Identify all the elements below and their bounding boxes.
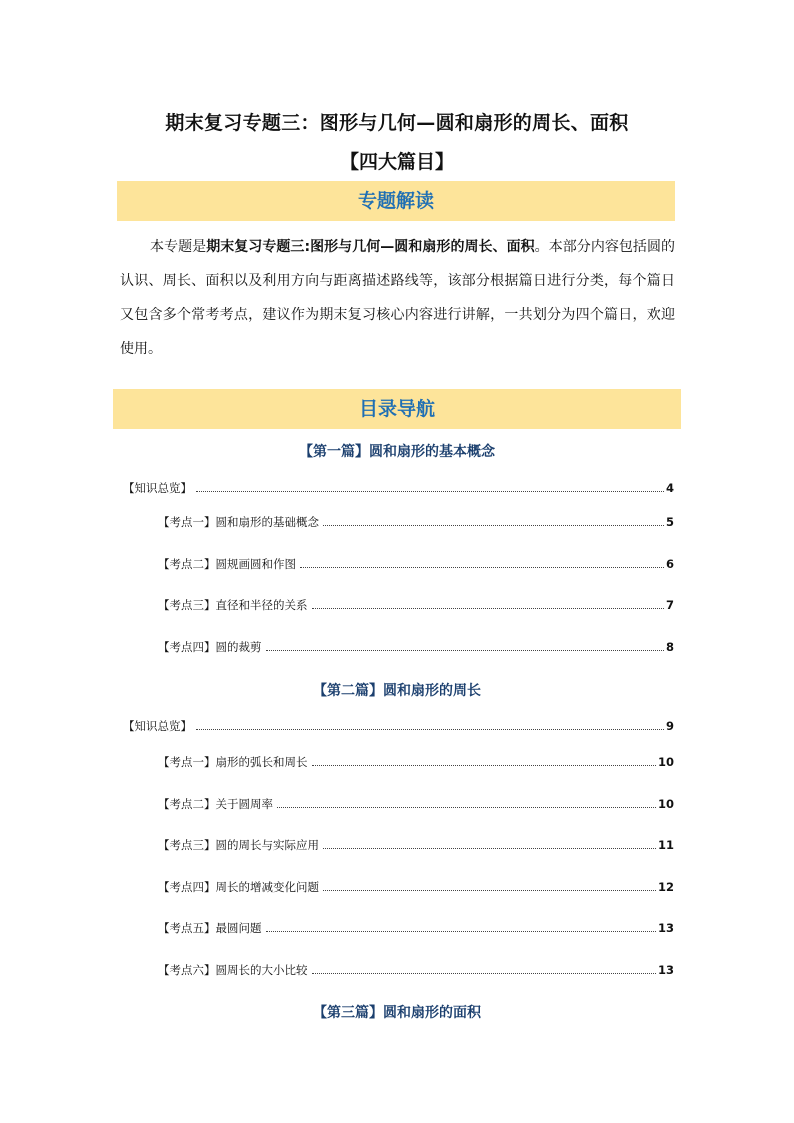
toc-label: 【知识总览】 [123, 719, 192, 733]
toc-item-row[interactable] [158, 837, 674, 853]
toc-item-row[interactable] [158, 796, 674, 812]
toc-part-heading[interactable]: 【第一篇】圆和扇形的基本概念 [299, 444, 495, 460]
toc-page: 11 [657, 838, 674, 852]
toc-leader [196, 728, 664, 730]
toc-label: 【考点二】圆规画圆和作图 [158, 557, 296, 571]
toc-label: 【考点四】周长的增减变化问题 [158, 880, 319, 894]
section-header-intro: 专题解读 [117, 181, 675, 221]
toc-label: 【考点三】直径和半径的关系 [158, 598, 308, 612]
toc-label: 【考点四】圆的裁剪 [158, 640, 262, 654]
toc-item-row[interactable] [158, 514, 674, 530]
toc-page: 13 [657, 921, 674, 935]
toc-leader [312, 764, 656, 766]
toc-label: 【考点五】最圆问题 [158, 921, 262, 935]
toc-label: 【考点六】圆周长的大小比较 [158, 963, 308, 977]
toc-leader [323, 889, 656, 891]
toc-overview-row[interactable] [123, 718, 674, 734]
toc-part-heading[interactable]: 【第二篇】圆和扇形的周长 [313, 683, 481, 699]
toc-label: 【考点一】扇形的弧长和周长 [158, 755, 308, 769]
document-subtitle: 【四大篇目】 [339, 151, 454, 173]
toc-leader [323, 847, 656, 849]
intro-bold: 期末复习专题三:图形与几何—圆和扇形的周长、面积 [206, 239, 535, 255]
toc-overview-row[interactable] [123, 480, 674, 496]
toc-leader [312, 972, 656, 974]
toc-label: 【知识总览】 [123, 481, 192, 495]
section-header-toc: 目录导航 [113, 389, 681, 429]
toc-item-row[interactable] [158, 879, 674, 895]
toc-item-row[interactable] [158, 754, 674, 770]
toc-page: 7 [665, 598, 674, 612]
toc-label: 【考点一】圆和扇形的基础概念 [158, 515, 319, 529]
toc-label: 【考点三】圆的周长与实际应用 [158, 838, 319, 852]
toc-part-heading[interactable]: 【第三篇】圆和扇形的面积 [313, 1005, 481, 1021]
intro-rest: 。本部分内容包括圆的认识、周长、面积以及利用方向与距离描述路线等，该部分根据篇日进行分类，每个篇日又包含多个常考考点，建议作为期末复习核心内容进行讲解，一共划分为四个篇日，欢迎使用。 [120, 239, 676, 357]
toc-item-row[interactable] [158, 597, 674, 613]
intro-paragraph [120, 230, 675, 366]
toc-page: 10 [657, 755, 674, 769]
toc-page: 12 [657, 880, 674, 894]
toc-page: 5 [665, 515, 674, 529]
toc-leader [300, 566, 664, 568]
toc-page: 10 [657, 797, 674, 811]
document-title: 期末复习专题三：图形与几何—圆和扇形的周长、面积 [165, 112, 629, 134]
toc-page: 9 [665, 719, 674, 733]
toc-leader [266, 930, 656, 932]
toc-page: 4 [665, 481, 674, 495]
intro-lead: 本专题是 [150, 239, 207, 255]
toc-page: 6 [665, 557, 674, 571]
toc-item-row[interactable] [158, 639, 674, 655]
toc-label: 【考点二】关于圆周率 [158, 797, 273, 811]
toc-page: 8 [665, 640, 674, 654]
toc-leader [323, 524, 664, 526]
toc-item-row[interactable] [158, 556, 674, 572]
toc-page: 13 [657, 963, 674, 977]
toc-item-row[interactable] [158, 920, 674, 936]
toc-leader [196, 490, 664, 492]
toc-item-row[interactable] [158, 962, 674, 978]
toc-leader [266, 649, 664, 651]
toc-leader [277, 806, 656, 808]
toc-leader [312, 607, 664, 609]
